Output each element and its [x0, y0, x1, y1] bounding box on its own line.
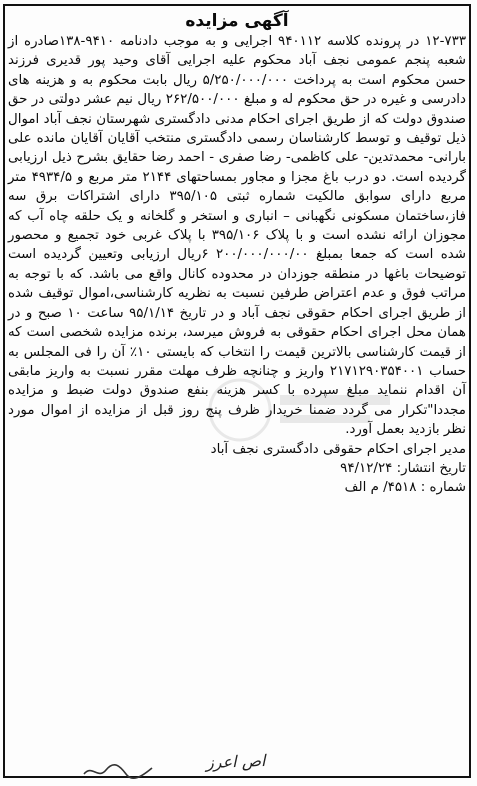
handwritten-scribble: [80, 760, 160, 782]
handwritten-note: اص اعرز: [205, 750, 266, 773]
issuer-signature: مدیر اجرای احکام حقوقی دادگستری نجف آباد: [210, 441, 466, 457]
notice-number: شماره : ۴۵۱۸/ م الف: [344, 480, 466, 496]
auction-notice: [8, 10, 466, 498]
publish-date: تاریخ انتشار: ۹۴/۱۲/۲۴: [340, 460, 466, 476]
notice-body: ۱۲-۷۳۳ در پرونده کلاسه ۹۴۰۱۱۲ اجرایی و به موجب دادنامه ۹۴۱۰-۱۳۸صادره از شعبه پنجم عمومی نجف آباد محکوم علیه اجرایی آقای وحید پور قدیری فرزند حسن محکوم است به پرداخت ۵/۲۵۰/۰۰۰/۰۰۰ ریال بابت محکوم به و هزینه های دادرسی و غیره در حق محکوم له و مبلغ ۲۶۲/۵۰۰/۰۰۰ ریال نیم عشر دولتی در حق صندوق دولت که از طریق اجرای احکام مدنی دادگستری شهرستان نجف آباد اموال ذیل توقیف و توسط کارشناسان رسمی دادگستری منتخب آقایان آقایان مانده علی بارانی- محمدتدین- علی کاظمی- رضا صفری - احمد رضا حقایق بشرح ذیل ارزیابی گردیده است. دو درب باغ مجزا و مجاور بمساحتهای ۲۱۴۴ متر مربع و ۴۹۳۴/۵ متر مربع دارای سوابق مالکیت شماره ثبتی ۳۹۵/۱۰۵ دارای اشتراکات برق سه فاز،ساختمان مسکونی نگهبانی – انباری و استخر و گلخانه و یک حلقه چاه آب که مجوزان ارائه نشده است و با پلاک ۳۹۵/۱۰۶ با پلاک غربی خود تجمیع و محصور شده است که جمعا بمبلغ ۲۰۰/۰۰۰/۰۰۰/۰۰ ۶ریال ارزیابی وتعیین گردیده است توضیحات باغها در منطقه جوزدان در محدوده کانال واقع می باشد. که با توجه به مراتب فوق و عدم اعتراض طرفین نسبت به نظریه کارشناسی،اموال توقیف شده از طریق اجرای احکام حقوقی نجف آباد و در تاریخ ۹۵/۱/۱۴ ساعت ۱۰ صبح و در همان محل اجرای احکام حقوقی به فروش میرسد، برنده مزایده شخصی است که از قیمت کارشناسی بالاترین قیمت را انتخاب که بایستی ۱۰٪ آن را فی المجلس به حساب ۲۱۷۱۲۹۰۳۵۴۰۰۱ واریز و چنانچه ظرف مهلت مقرر نسبت به واریز مابقی آن اقدام ننماید مبلغ سپرده با کسر هزینه بنفع صندوق دولت ضبط و مزایده مجددا"تکرار می گردد ضمنا خریدار ظرف پنج روز قبل از مزایده از اموال مورد نظر بازدید بعمل آورد.: [8, 34, 467, 438]
notice-title: آگهی مزایده: [185, 11, 289, 31]
